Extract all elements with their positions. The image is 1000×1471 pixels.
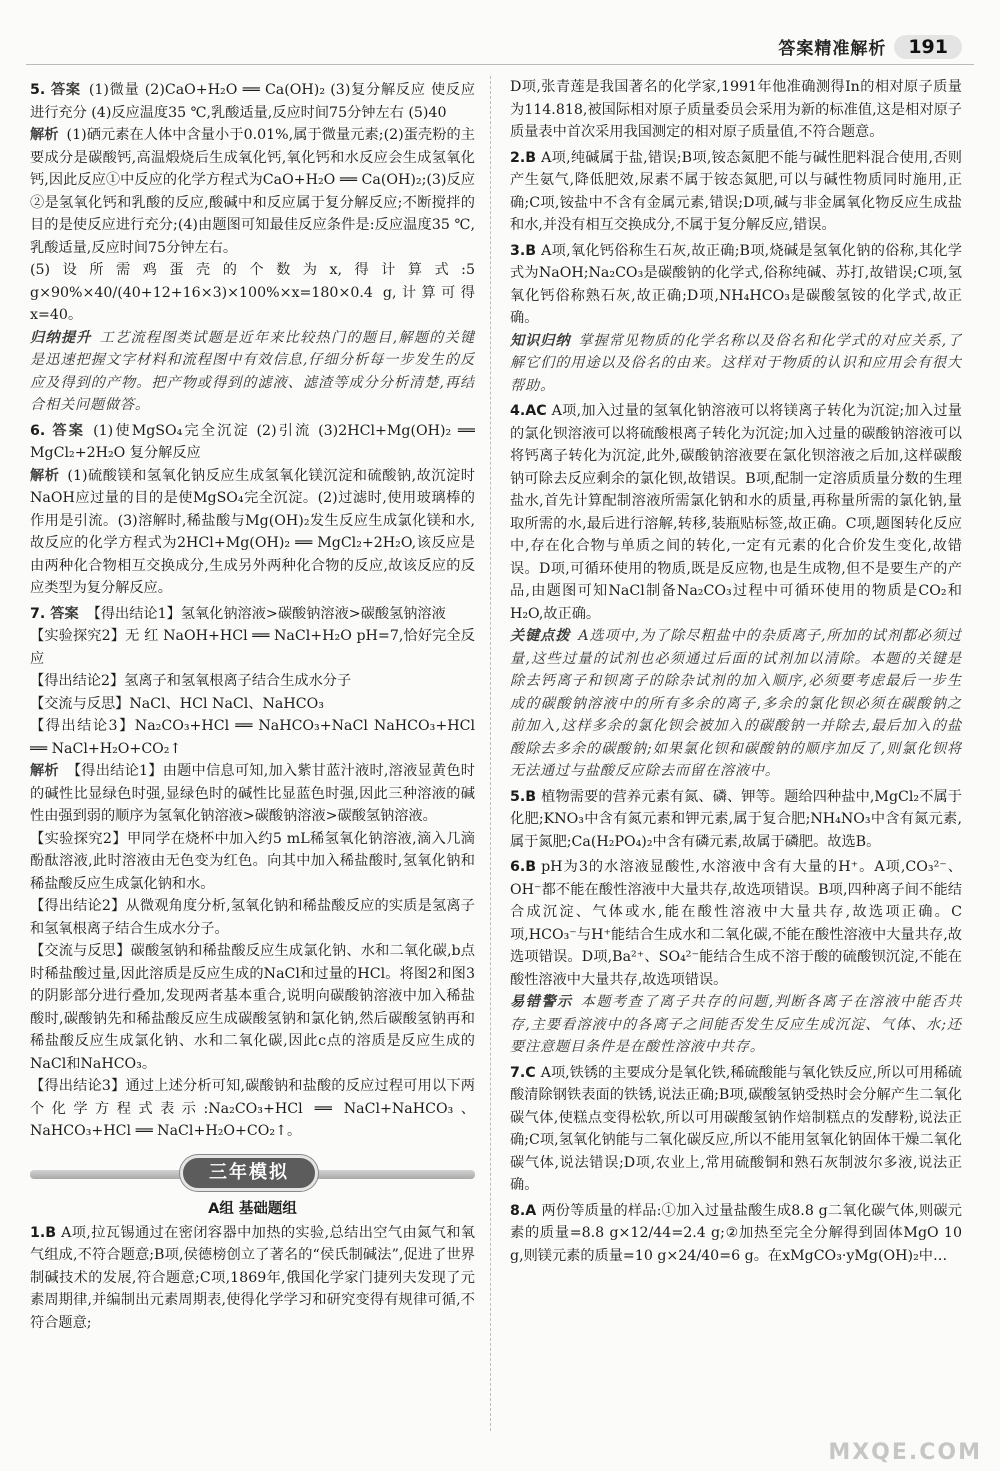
- q7-answer-label: 答案: [50, 605, 79, 622]
- q7-number: 7.: [30, 605, 46, 622]
- page-number: 191: [894, 35, 962, 59]
- q5-tip-label: 归纳提升: [30, 329, 92, 346]
- right-column: [510, 76, 962, 1449]
- q7-answer-head: [30, 603, 475, 626]
- q4-text: A项,加入过量的氢氧化钠溶液可以将镁离子转化为沉淀;加入过量的氯化钡溶液可以将硫酸根离子转化为沉淀;加入过量的碳酸钠溶液可以将钙离子转化为沉淀,此外,碳酸钠溶液要在氯化钡溶液之后加,这样碳酸钠可除去反应剩余的氯化钡,故错误。B项,配制一定溶质质量分数的生理盐水,首先计算配制溶液所需氯化钠和水的质量,再称量所需的氯化钠,量取所需的水,最后进行溶解,转移,装瓶贴标签,故正确。C项,题图转化反应中,存在化合物与单质之间的转化,一定有元素的化合价发生变化,故错误。D项,可循环使用的物质,既是反应物,也是生成物,但不是要生产的产品,由题图可知NaCl制备Na₂CO₃过程中可循环使用的物质是CO₂和H₂O,故正确。: [510, 403, 962, 622]
- q6b-number: 6.B: [510, 859, 537, 875]
- header-title: 答案精准解析: [778, 39, 887, 59]
- q6-number: 6.: [30, 422, 46, 439]
- q8b-number: 8.A: [510, 1202, 537, 1219]
- q6-answer: [30, 420, 475, 465]
- q7-analysis-para: 【得出结论3】通过上述分析可知,碳酸钠和盐酸的反应过程可用以下两个化学方程式表示:Na₂CO₃+HCl ══ NaCl+NaHCO₃、NaHCO₃+HCl ══ NaCl+H₂O+CO₂↑。: [30, 1078, 475, 1139]
- q2-number: 2.B: [510, 149, 537, 166]
- q5-calculation: (5)设所需鸡蛋壳的个数为x,得计算式:5 g×90%×40/(40+12+16×3)×100%×x=180×0.4 g,计算可得x=40。: [30, 262, 475, 323]
- q7-answer-line: 【得出结论1】氢氧化钠溶液>碳酸钠溶液>碳酸氢钠溶液: [86, 605, 446, 622]
- group-subhead: A组 基础题组: [208, 1200, 297, 1217]
- q7-analysis-para: 【交流与反思】碳酸氢钠和稀盐酸反应生成氯化钠、水和二氧化碳,b点时稀盐酸过量,因此溶质是反应生成的NaCl和过量的HCl。将图2和图3的阴影部分进行叠加,发现两者基本重合,说明向碳酸钠溶液中加入稀盐酸时,碳酸钠先和稀盐酸反应生成碳酸氢钠和氯化钠,然后碳酸氢钠再和稀盐酸反应生成氯化钠、水和二氧化碳,因此c点的溶质是反应生成的NaCl和NaHCO₃。: [30, 943, 475, 1072]
- q7-analysis-para: 【得出结论2】从微观角度分析,氢氧化钠和稀盐酸反应的实质是氢离子和氢氧根离子结合生成水分子。: [30, 898, 475, 937]
- q2-text: A项,纯碱属于盐,错误;B项,铵态氮肥不能与碱性肥料混合使用,否则产生氨气,降低肥效,尿素不属于铵态氮肥,可以与碱性物质同时施用,正确;C项,铵盐中不含有金属元素,错误;D项,碱与非金属氧化物反应生成盐和水,并没有相互交换成分,不属于复分解反应,错误。: [510, 149, 962, 233]
- q3-tip-text: 掌握常见物质的化学名称以及俗名和化学式的对应关系,了解它们的用途以及俗名的由来。这样对于物质的认识和应用会有很大帮助。: [510, 332, 962, 394]
- q6-analysis: [30, 465, 475, 600]
- q7-analysis-para: 【实验探究2】甲同学在烧杯中加入约5 mL稀氢氧化钠溶液,滴入几滴酚酞溶液,此时溶液由无色变为红色。向其中加入稀盐酸时,氢氧化钠和稀盐酸反应生成氯化钠和水。: [30, 830, 475, 892]
- q4-tip-text: A选项中,为了除尽粗盐中的杂质离子,所加的试剂都必须过量,这些过量的试剂也必须通过后面的试剂加以清除。本题的关键是除去钙离子和钡离子的除杂试剂的加入顺序,必须要考虑最后一步生成的碳酸钠溶液中的所有多余的离子,多余的氯化钡必须在碳酸钠之前加入,这样多余的氯化钡会被加入的碳酸钠一并除去,最后加入的盐酸除去多余的碳酸钠;如果氯化钡和碳酸钠的顺序加反了,则氯化钡将无法通过与盐酸反应除去而留在溶液中。: [510, 628, 962, 779]
- q1-continued: D项,张青莲是我国著名的化学家,1991年他准确测得In的相对原子质量为114.818,被国际相对原子质量委员会采用为新的标准值,这是相对原子质量表中首次采用我国测定的相对原子质量值,不符合题意。: [510, 79, 962, 140]
- q1-answer: [30, 1222, 475, 1335]
- q7-answer-line: 【实验探究2】无 红 NaOH+HCl ══ NaCl+H₂O pH=7,恰好完全反应: [30, 628, 475, 667]
- q6b-text: pH为3的水溶液显酸性,水溶液中含有大量的H⁺。A项,CO₃²⁻、OH⁻都不能在酸性溶液中大量共存,故选项错误。B项,四种离子间不能结合成沉淀、气体或水,能在酸性溶液中大量共存,故选项正确。C项,HCO₃⁻与H⁺能结合生成水和二氧化碳,不能在酸性溶液中大量共存,故选项错误。D项,Ba²⁺、SO₄²⁻能结合生成不溶于酸的硫酸钡沉淀,不能在酸性溶液中大量共存,故选项错误。: [510, 859, 962, 988]
- q7-analysis-para: 【得出结论1】由题中信息可知,加入紫甘蓝汁液时,溶液显黄色时的碱性比显绿色时强,显绿色时的碱性比显蓝色时强,因此三种溶液的碱性由强到弱的顺序为氢氧化钠溶液>碳酸钠溶液>碳酸氢钠溶液。: [30, 763, 475, 824]
- left-column: [30, 76, 475, 1449]
- q2-answer: [510, 147, 962, 237]
- q7-answer-line: 【交流与反思】NaCl、HCl NaCl、NaHCO₃: [30, 695, 324, 712]
- column-divider: [490, 76, 491, 1431]
- q6b-tip: [510, 991, 962, 1059]
- q6-analysis-text: (1)硫酸镁和氢氧化钠反应生成氢氧化镁沉淀和硫酸钠,故沉淀时NaOH应过量的目的是使MgSO₄完全沉淀。(2)过滤时,使用玻璃棒的作用是引流。(3)溶解时,稀盐酸与Mg(OH)₂发生反应生成氯化镁和水,故反应的化学方程式为2HCl+Mg(OH)₂ ══ MgCl₂+2H₂O,该反应是由两种化合物相互交换成分,生成另外两种化合物的反应,故该反应的反应类型为复分解反应。: [30, 467, 475, 596]
- q5-analysis: [30, 124, 475, 259]
- q7-analysis-label: 解析: [30, 763, 59, 779]
- header-rule: [26, 64, 974, 65]
- q6b-answer: [510, 856, 962, 991]
- q5-answer-label: 答案: [50, 82, 81, 98]
- q5-answer: [30, 79, 475, 124]
- q5-answer-text: (1)微量 (2)CaO+H₂O ══ Ca(OH)₂ (3)复分解反应 使反应进行充分 (4)反应温度35 ℃,乳酸适量,反应时间75分钟左右 (5)40: [30, 82, 475, 121]
- banner-title: 三年模拟: [180, 1155, 318, 1191]
- q8b-answer: [510, 1200, 962, 1268]
- q8b-text: 两份等质量的样品:①加入过量盐酸生成8.8 g二氧化碳气体,则碳元素的质量=8.8 g×12/44=2.4 g;②加热至完全分解得到固体MgO 10 g,则镁元素的质量=10 g×24/40=6 g。在xMgCO₃·yMg(OH)₂中…: [510, 1202, 962, 1264]
- q7-answer-line: 【得出结论3】Na₂CO₃+HCl ══ NaHCO₃+NaCl NaHCO₃+HCl ══ NaCl+H₂O+CO₂↑: [30, 718, 475, 757]
- section-banner: [30, 1153, 475, 1193]
- q5-tip: [30, 327, 475, 417]
- q7b-answer: [510, 1062, 962, 1197]
- q6-answer-label: 答案: [50, 422, 86, 439]
- site-watermark: MXQE.COM: [828, 1440, 982, 1465]
- q4-number: 4.AC: [510, 403, 547, 419]
- q7b-number: 7.C: [510, 1064, 536, 1081]
- q6b-tip-label: 易错警示: [510, 994, 573, 1010]
- q3-answer: [510, 240, 962, 330]
- q4-tip: [510, 625, 962, 783]
- q7-answer-line: 【得出结论2】氢离子和氢氧根离子结合生成水分子: [30, 673, 352, 689]
- q5b-answer: [510, 786, 962, 854]
- q6-analysis-label: 解析: [30, 467, 60, 484]
- q1-number: 1.B: [30, 1224, 57, 1241]
- q4-tip-label: 关键点拨: [510, 628, 571, 644]
- q5-number: 5.: [30, 82, 46, 98]
- q3-tip-label: 知识归纳: [510, 332, 571, 349]
- q5b-number: 5.B: [510, 788, 537, 805]
- q5-analysis-text: (1)硒元素在人体中含量小于0.01%,属于微量元素;(2)蛋壳粉的主要成分是碳酸钙,高温煅烧后生成氧化钙,氧化钙和水反应会生成氢氧化钙,因此反应①中反应的化学方程式为CaO+H₂O ══ Ca(OH)₂;(3)反应②是氢氧化钙和乳酸的反应,酸碱中和反应属于复分解反应;不断搅拌的目的是使反应进行充分;(4)由题图可知最佳反应条件是:反应温度35 ℃,乳酸适量,反应时间75分钟左右。: [30, 127, 475, 256]
- q7-analysis: [30, 760, 475, 828]
- q7b-text: A项,铁锈的主要成分是氧化铁,稀硫酸能与氧化铁反应,所以可用稀硫酸清除钢铁表面的铁锈,说法正确;B项,碳酸氢钠受热时会分解产生二氧化碳气体,使糕点变得松软,所以可用碳酸氢钠作焙制糕点的发酵粉,说法正确;C项,氢氧化钠能与二氧化碳反应,所以不能用氢氧化钠固体干燥二氧化碳气体,说法错误;D项,农业上,常用硫酸铜和熟石灰制波尔多液,说法正确。: [510, 1064, 962, 1193]
- page-header: [778, 34, 962, 59]
- q6b-tip-text: 本题考查了离子共存的问题,判断各离子在溶液中能否共存,主要看溶液中的各离子之间能否发生反应生成沉淀、气体、水;还要注意题目条件是在酸性溶液中共存。: [510, 994, 962, 1055]
- q3-text: A项,氧化钙俗称生石灰,故正确;B项,烧碱是氢氧化钠的俗称,其化学式为NaOH;Na₂CO₃是碳酸钠的化学式,俗称纯碱、苏打,故错误;C项,氢氧化钙俗称熟石灰,故正确;D项,NH₄HCO₃是碳酸氢铵的化学式,故正确。: [510, 242, 962, 326]
- q3-number: 3.B: [510, 242, 537, 259]
- q5-tip-text: 工艺流程图类试题是近年来比较热门的题目,解题的关键是迅速把握文字材料和流程图中有效信息,仔细分析每一步发生的反应及得到的产物。把产物或得到的滤液、滤渣等成分分析清楚,再结合相关问题做答。: [30, 329, 475, 413]
- q6-answer-text: (1)使MgSO₄完全沉淀 (2)引流 (3)2HCl+Mg(OH)₂ ══ MgCl₂+2H₂O 复分解反应: [30, 422, 475, 461]
- q5b-text: 植物需要的营养元素有氮、磷、钾等。题给四种盐中,MgCl₂不属于化肥;KNO₃中含有氮元素和钾元素,属于复合肥;NH₄NO₃中含有氮元素,属于氮肥;Ca(H₂PO₄)₂中含有磷元素,故属于磷肥。故选B。: [510, 788, 962, 850]
- q1-text: A项,拉瓦锡通过在密闭容器中加热的实验,总结出空气由氮气和氧气组成,不符合题意;B项,侯德榜创立了著名的“侯氏制碱法”,促进了世界制碱技术的发展,符合题意;C项,1869年,俄国化学家门捷列夫发现了元素周期律,并编制出元素周期表,使得化学学习和研究变得有规律可循,不符合题意;: [30, 1224, 475, 1331]
- q5-analysis-label: 解析: [30, 127, 59, 143]
- q3-tip: [510, 330, 962, 398]
- q4-answer: [510, 400, 962, 625]
